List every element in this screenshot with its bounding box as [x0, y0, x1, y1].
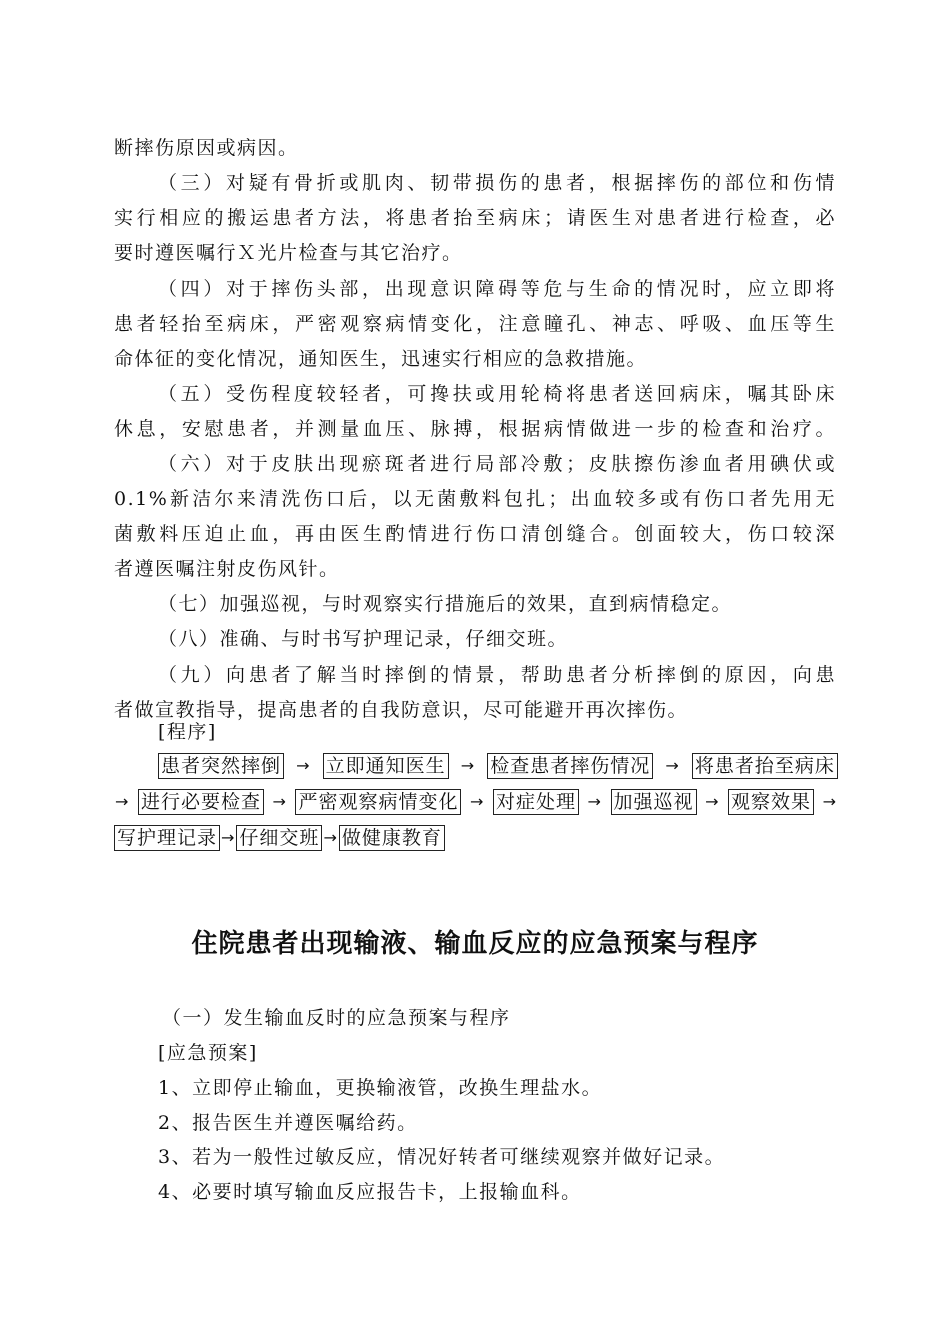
paragraph-line: （六）对于皮肤出现瘀斑者进行局部冷敷；皮肤擦伤渗血者用碘伏或: [158, 453, 836, 475]
paragraph-line: （七）加强巡视，与时观察实行措施后的效果，直到病情稳定。: [158, 593, 733, 615]
paragraph-line: 者遵医嘱注射皮伤风针。: [114, 558, 340, 580]
plan-item: 3、若为一般性过敏反应，情况好转者可继续观察并做好记录。: [158, 1146, 726, 1168]
flow-arrow: →: [296, 756, 311, 775]
flow-arrow: →: [470, 792, 485, 811]
flow-arrow: →: [221, 828, 236, 847]
paragraph-line: 患者轻抬至病床，严密观察病情变化，注意瞳孔、神志、呼吸、血压等生: [114, 313, 836, 335]
flow-arrow: →: [323, 828, 338, 847]
paragraph-line: 休息，安慰患者，并测量血压、脉搏，根据病情做进一步的检查和治疗。: [114, 418, 836, 440]
flow-row-1: [158, 753, 838, 779]
flow-step: 患者突然摔倒: [158, 753, 284, 779]
paragraph-line: 命体征的变化情况，通知医生，迅速实行相应的急救措施。: [114, 348, 648, 370]
flow-arrow: →: [665, 756, 680, 775]
paragraph-line: 者做宣教指导，提高患者的自我防意识，尽可能避开再次摔伤。: [114, 699, 689, 721]
flow-arrow: →: [460, 756, 476, 775]
flow-step: 仔细交班: [236, 825, 322, 851]
paragraph-line: 要时遵医嘱行Ｘ光片检查与其它治疗。: [114, 242, 463, 264]
flow-step: 进行必要检查: [138, 789, 264, 815]
flow-step: 写护理记录: [114, 825, 220, 851]
program-label: [程序]: [158, 721, 217, 743]
flow-arrow: →: [272, 792, 287, 811]
plan-item: 1、立即停止输血，更换输液管，改换生理盐水。: [158, 1077, 603, 1099]
flow-step: 将患者抬至病床: [692, 753, 838, 779]
flow-arrow: →: [822, 792, 837, 811]
flow-step: 观察效果: [728, 789, 814, 815]
flow-row-3: [114, 825, 838, 851]
paragraph-line: （八）准确、与时书写护理记录，仔细交班。: [158, 628, 569, 650]
paragraph-line: 实行相应的搬运患者方法，将患者抬至病床；请医生对患者进行检查，必: [114, 207, 836, 229]
flow-step: 立即通知医生: [323, 753, 449, 779]
plan-item: 2、报告医生并遵医嘱给药。: [158, 1112, 418, 1134]
paragraph-line: （五）受伤程度较轻者，可搀扶或用轮椅将患者送回病床，嘱其卧床: [158, 383, 836, 405]
paragraph-line: （四）对于摔伤头部，出现意识障碍等危与生命的情况时，应立即将: [158, 278, 836, 300]
paragraph-line: （三）对疑有骨折或肌肉、韧带损伤的患者，根据摔伤的部位和伤情: [158, 172, 836, 194]
flow-arrow: →: [115, 792, 130, 811]
flow-arrow: →: [587, 792, 602, 811]
paragraph-line: 0.1%新洁尔来清洗伤口后，以无菌敷料包扎；出血较多或有伤口者先用无: [114, 488, 836, 510]
flow-step: 加强巡视: [611, 789, 697, 815]
section-title: 住院患者出现输液、输血反应的应急预案与程序: [191, 929, 759, 959]
flow-arrow: →: [705, 792, 720, 811]
flow-row-2: [114, 789, 838, 815]
flow-step: 严密观察病情变化: [295, 789, 461, 815]
section-subtitle: （一）发生输血反时的应急预案与程序: [162, 1007, 511, 1029]
flow-step: 做健康教育: [339, 825, 445, 851]
flow-step: 检查患者摔伤情况: [487, 753, 653, 779]
plan-item: 4、必要时填写输血反应报告卡，上报输血科。: [158, 1181, 582, 1203]
plan-label: [应急预案]: [158, 1042, 258, 1064]
flow-step: 对症处理: [493, 789, 579, 815]
paragraph-line: 菌敷料压迫止血，再由医生酌情进行伤口清创缝合。创面较大，伤口较深: [114, 523, 836, 545]
paragraph-line: 断摔伤原因或病因。: [114, 137, 299, 159]
paragraph-line: （九）向患者了解当时摔倒的情景，帮助患者分析摔倒的原因，向患: [158, 664, 836, 686]
